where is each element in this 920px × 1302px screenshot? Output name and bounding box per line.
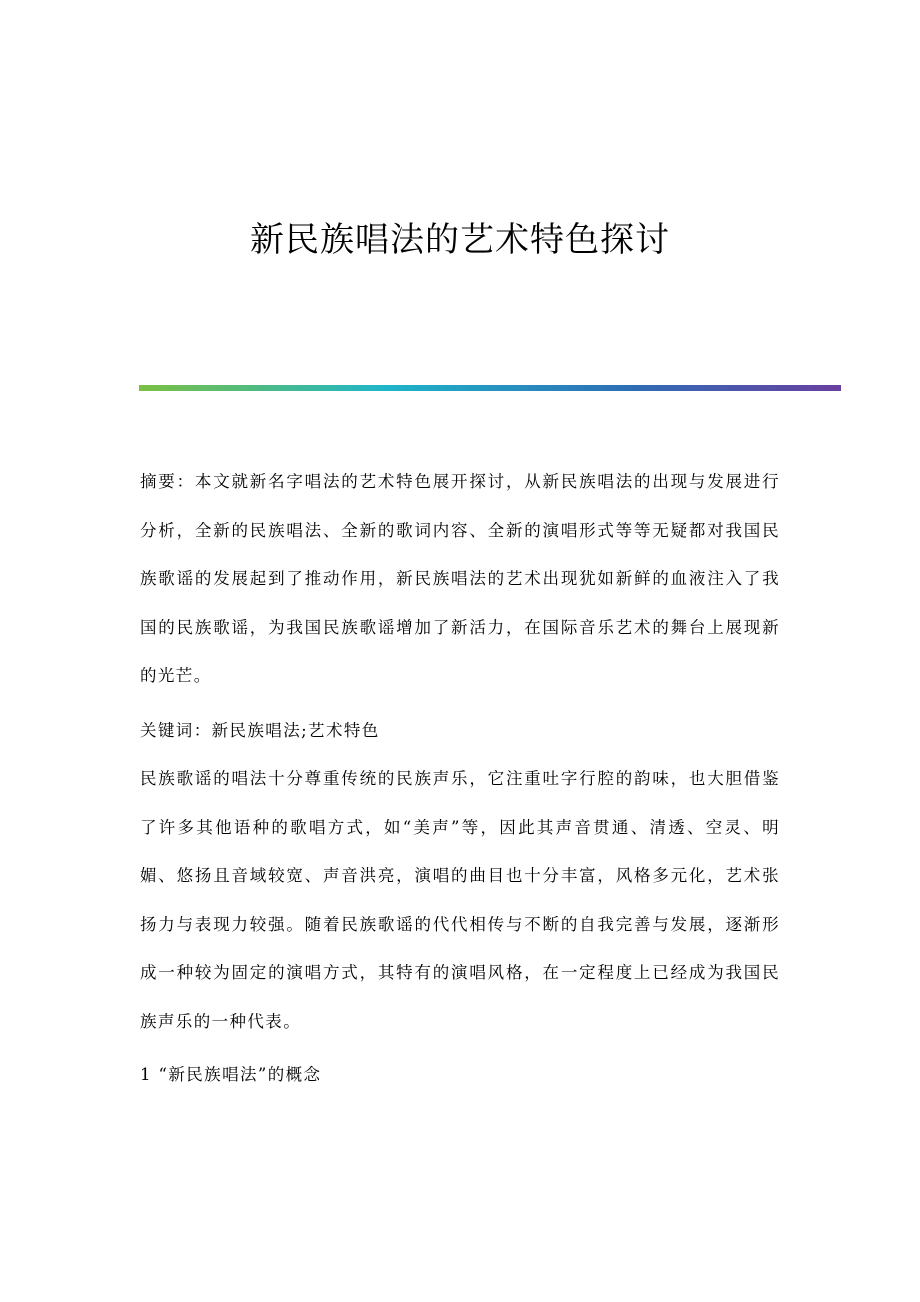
section-heading: 1 “新民族唱法”的概念 <box>140 1065 322 1084</box>
title-divider <box>139 385 841 391</box>
keywords-line: 关键词：新民族唱法;艺术特色 <box>140 721 380 740</box>
body-paragraph: 民族歌谣的唱法十分尊重传统的民族声乐，它注重吐字行腔的韵味，也大胆借鉴了许多其他语种的歌唱方式，如“美声”等，因此其声音贯通、清透、空灵、明媚、悠扬且音域较宽、声音洪亮，演唱的曲目也十分丰富，风格多元化，艺术张扬力与表现力较强。随着民族歌谣的代代相传与不断的自我完善与发展，逐渐形成一种较为固定的演唱方式，其特有的演唱风格，在一定程度上已经成为我国民族声乐的一种代表。 <box>140 769 780 1031</box>
document-title: 新民族唱法的艺术特色探讨 <box>250 220 670 260</box>
abstract-paragraph: 摘要：本文就新名字唱法的艺术特色展开探讨，从新民族唱法的出现与发展进行分析，全新的民族唱法、全新的歌词内容、全新的演唱形式等等无疑都对我国民族歌谣的发展起到了推动作用，新民族唱法的艺术出现犹如新鲜的血液注入了我国的民族歌谣，为我国民族歌谣增加了新活力，在国际音乐艺术的舞台上展现新的光芒。 <box>140 472 780 685</box>
